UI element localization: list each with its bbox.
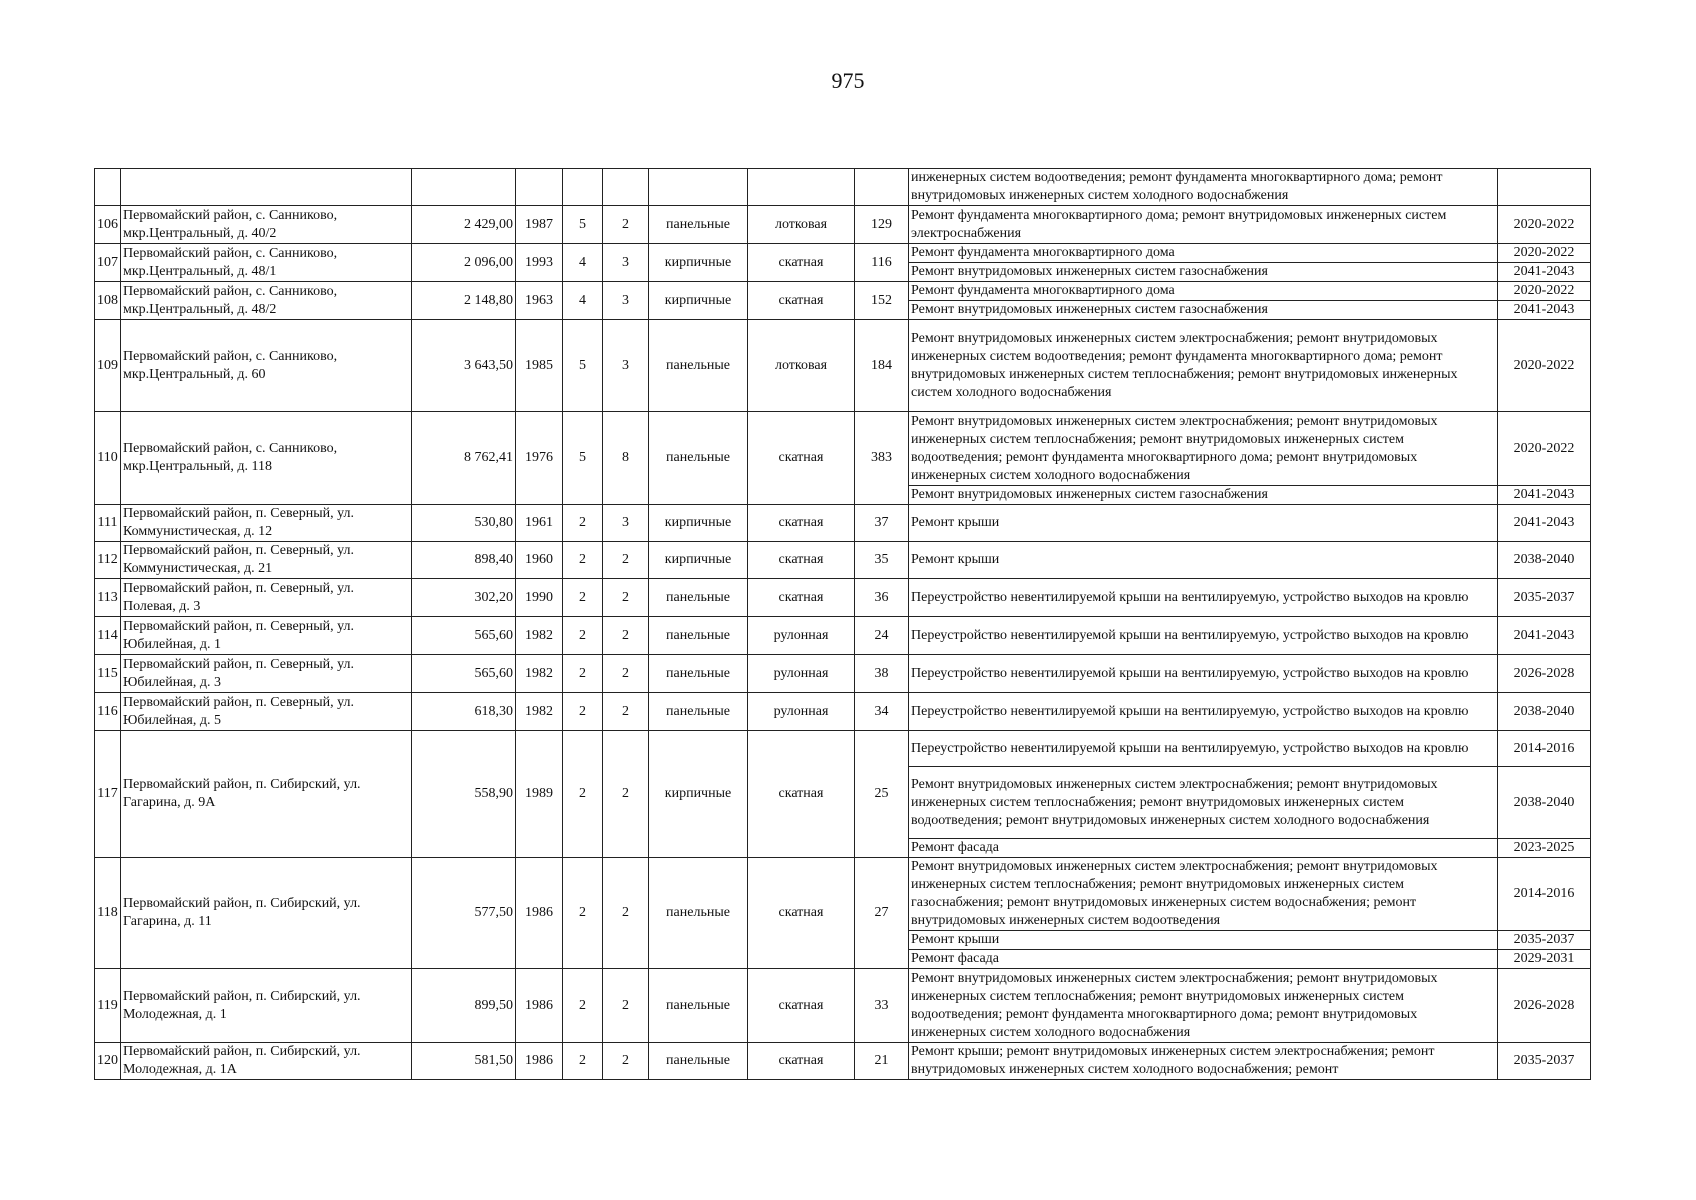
floors-cell: 5 <box>563 320 603 412</box>
work-cell: Переустройство невентилируемой крыши на вентилируемую, устройство выходов на кровлю <box>909 579 1498 617</box>
period-cell: 2026-2028 <box>1498 655 1591 693</box>
page-number: 975 <box>831 68 865 93</box>
row-number: 112 <box>95 542 121 579</box>
work-cell: Переустройство невентилируемой крыши на вентилируемую, устройство выходов на кровлю <box>909 731 1498 767</box>
residents-cell: 37 <box>855 505 909 542</box>
empty-cell <box>1498 169 1591 206</box>
empty-cell <box>649 169 748 206</box>
table-row <box>95 206 1591 244</box>
address-cell: Первомайский район, п. Северный, ул. Коммунистическая, д. 12 <box>121 505 412 542</box>
entrances-cell: 2 <box>603 693 649 731</box>
walls-cell: кирпичные <box>649 731 748 858</box>
period-cell: 2035-2037 <box>1498 931 1591 950</box>
table-row <box>95 542 1591 579</box>
table-row <box>95 617 1591 655</box>
walls-cell: панельные <box>649 655 748 693</box>
area-cell: 558,90 <box>412 731 516 858</box>
year-cell: 1993 <box>516 244 563 282</box>
period-cell: 2020-2022 <box>1498 412 1591 486</box>
empty-cell <box>95 169 121 206</box>
floors-cell: 2 <box>563 858 603 969</box>
area-cell: 898,40 <box>412 542 516 579</box>
area-cell: 2 096,00 <box>412 244 516 282</box>
residents-cell: 27 <box>855 858 909 969</box>
floors-cell: 5 <box>563 412 603 505</box>
entrances-cell: 2 <box>603 655 649 693</box>
row-number: 110 <box>95 412 121 505</box>
work-cell: Ремонт внутридомовых инженерных систем электроснабжения; ремонт внутридомовых инженерных систем водоотведения; ремонт фундамента многоквартирного дома; ремонт внутридомовых инженерных систем теплоснабжения; ремонт внутридомовых инженерных систем холодного водоснабжения <box>909 320 1498 412</box>
year-cell: 1990 <box>516 579 563 617</box>
walls-cell: панельные <box>649 412 748 505</box>
period-cell: 2014-2016 <box>1498 858 1591 931</box>
residents-cell: 129 <box>855 206 909 244</box>
year-cell: 1982 <box>516 617 563 655</box>
period-cell: 2026-2028 <box>1498 969 1591 1043</box>
area-cell: 565,60 <box>412 617 516 655</box>
year-cell: 1989 <box>516 731 563 858</box>
entrances-cell: 2 <box>603 542 649 579</box>
floors-cell: 4 <box>563 282 603 320</box>
year-cell: 1961 <box>516 505 563 542</box>
address-cell: Первомайский район, п. Сибирский, ул. Молодежная, д. 1 <box>121 969 412 1043</box>
work-cell: Ремонт фасада <box>909 950 1498 969</box>
row-number: 108 <box>95 282 121 320</box>
period-cell: 2038-2040 <box>1498 542 1591 579</box>
row-number: 111 <box>95 505 121 542</box>
residents-cell: 35 <box>855 542 909 579</box>
period-cell: 2020-2022 <box>1498 320 1591 412</box>
work-cell: Ремонт фундамента многоквартирного дома; ремонт внутридомовых инженерных систем электроснабжения <box>909 206 1498 244</box>
work-cell: Ремонт внутридомовых инженерных систем газоснабжения <box>909 486 1498 505</box>
roof-cell: скатная <box>748 412 855 505</box>
work-cell: Ремонт фундамента многоквартирного дома <box>909 282 1498 301</box>
entrances-cell: 2 <box>603 731 649 858</box>
period-cell: 2035-2037 <box>1498 579 1591 617</box>
entrances-cell: 3 <box>603 282 649 320</box>
walls-cell: панельные <box>649 320 748 412</box>
floors-cell: 2 <box>563 693 603 731</box>
area-cell: 577,50 <box>412 858 516 969</box>
row-number: 117 <box>95 731 121 858</box>
roof-cell: лотковая <box>748 206 855 244</box>
address-cell: Первомайский район, п. Сибирский, ул. Гагарина, д. 9А <box>121 731 412 858</box>
period-cell: 2041-2043 <box>1498 617 1591 655</box>
entrances-cell: 2 <box>603 858 649 969</box>
area-cell: 899,50 <box>412 969 516 1043</box>
address-cell: Первомайский район, с. Санниково, мкр.Центральный, д. 118 <box>121 412 412 505</box>
floors-cell: 2 <box>563 731 603 858</box>
walls-cell: панельные <box>649 693 748 731</box>
table-row <box>95 1043 1591 1080</box>
roof-cell: скатная <box>748 505 855 542</box>
floors-cell: 2 <box>563 579 603 617</box>
roof-cell: скатная <box>748 969 855 1043</box>
residents-cell: 184 <box>855 320 909 412</box>
work-cell: Ремонт фундамента многоквартирного дома <box>909 244 1498 263</box>
table-row <box>95 282 1591 301</box>
row-number: 109 <box>95 320 121 412</box>
residents-cell: 152 <box>855 282 909 320</box>
period-cell: 2038-2040 <box>1498 767 1591 839</box>
entrances-cell: 2 <box>603 206 649 244</box>
walls-cell: панельные <box>649 206 748 244</box>
area-cell: 302,20 <box>412 579 516 617</box>
table-row <box>95 244 1591 263</box>
address-cell: Первомайский район, с. Санниково, мкр.Центральный, д. 60 <box>121 320 412 412</box>
roof-cell: скатная <box>748 858 855 969</box>
roof-cell: лотковая <box>748 320 855 412</box>
year-cell: 1963 <box>516 282 563 320</box>
row-number: 118 <box>95 858 121 969</box>
empty-cell <box>412 169 516 206</box>
area-cell: 8 762,41 <box>412 412 516 505</box>
work-cell: Ремонт фасада <box>909 839 1498 858</box>
row-number: 116 <box>95 693 121 731</box>
period-cell: 2020-2022 <box>1498 206 1591 244</box>
empty-cell <box>121 169 412 206</box>
floors-cell: 2 <box>563 1043 603 1080</box>
work-cell: Ремонт внутридомовых инженерных систем электроснабжения; ремонт внутридомовых инженерных систем теплоснабжения; ремонт внутридомовых инженерных систем газоснабжения; ремонт внутридомовых инженерных систем водоснабжения; ремонт внутридомовых инженерных систем водоотведения <box>909 858 1498 931</box>
year-cell: 1982 <box>516 693 563 731</box>
table-row <box>95 655 1591 693</box>
address-cell: Первомайский район, п. Северный, ул. Юбилейная, д. 5 <box>121 693 412 731</box>
walls-cell: кирпичные <box>649 244 748 282</box>
entrances-cell: 2 <box>603 1043 649 1080</box>
empty-cell <box>855 169 909 206</box>
roof-cell: скатная <box>748 542 855 579</box>
roof-cell: скатная <box>748 244 855 282</box>
year-cell: 1986 <box>516 1043 563 1080</box>
work-cell: инженерных систем водоотведения; ремонт фундамента многоквартирного дома; ремонт внутридомовых инженерных систем холодного водоснабжения <box>909 169 1498 206</box>
row-number: 114 <box>95 617 121 655</box>
floors-cell: 2 <box>563 617 603 655</box>
entrances-cell: 8 <box>603 412 649 505</box>
row-number: 115 <box>95 655 121 693</box>
period-cell: 2041-2043 <box>1498 505 1591 542</box>
work-cell: Переустройство невентилируемой крыши на вентилируемую, устройство выходов на кровлю <box>909 693 1498 731</box>
work-cell: Ремонт внутридомовых инженерных систем электроснабжения; ремонт внутридомовых инженерных систем теплоснабжения; ремонт внутридомовых инженерных систем водоотведения; ремонт фундамента многоквартирного дома; ремонт внутридомовых инженерных систем холодного водоснабжения <box>909 412 1498 486</box>
year-cell: 1982 <box>516 655 563 693</box>
floors-cell: 4 <box>563 244 603 282</box>
row-number: 119 <box>95 969 121 1043</box>
work-cell: Ремонт внутридомовых инженерных систем электроснабжения; ремонт внутридомовых инженерных систем теплоснабжения; ремонт внутридомовых инженерных систем водоотведения; ремонт фундамента многоквартирного дома; ремонт внутридомовых инженерных систем холодного водоснабжения <box>909 969 1498 1043</box>
address-cell: Первомайский район, п. Северный, ул. Коммунистическая, д. 21 <box>121 542 412 579</box>
roof-cell: скатная <box>748 579 855 617</box>
floors-cell: 5 <box>563 206 603 244</box>
work-cell: Ремонт внутридомовых инженерных систем газоснабжения <box>909 263 1498 282</box>
period-cell: 2029-2031 <box>1498 950 1591 969</box>
walls-cell: панельные <box>649 858 748 969</box>
period-cell: 2023-2025 <box>1498 839 1591 858</box>
floors-cell: 2 <box>563 655 603 693</box>
row-number: 106 <box>95 206 121 244</box>
work-cell: Ремонт крыши <box>909 505 1498 542</box>
floors-cell: 2 <box>563 505 603 542</box>
year-cell: 1987 <box>516 206 563 244</box>
area-cell: 3 643,50 <box>412 320 516 412</box>
address-cell: Первомайский район, п. Сибирский, ул. Молодежная, д. 1А <box>121 1043 412 1080</box>
address-cell: Первомайский район, с. Санниково, мкр.Центральный, д. 40/2 <box>121 206 412 244</box>
entrances-cell: 2 <box>603 579 649 617</box>
entrances-cell: 3 <box>603 505 649 542</box>
work-cell: Ремонт внутридомовых инженерных систем электроснабжения; ремонт внутридомовых инженерных систем теплоснабжения; ремонт внутридомовых инженерных систем водоотведения; ремонт внутридомовых инженерных систем холодного водоснабжения <box>909 767 1498 839</box>
year-cell: 1986 <box>516 969 563 1043</box>
roof-cell: скатная <box>748 282 855 320</box>
period-cell: 2041-2043 <box>1498 301 1591 320</box>
address-cell: Первомайский район, п. Сибирский, ул. Гагарина, д. 11 <box>121 858 412 969</box>
residents-cell: 116 <box>855 244 909 282</box>
registry-table <box>94 168 1591 1080</box>
floors-cell: 2 <box>563 969 603 1043</box>
work-cell: Ремонт внутридомовых инженерных систем газоснабжения <box>909 301 1498 320</box>
area-cell: 530,80 <box>412 505 516 542</box>
period-cell: 2035-2037 <box>1498 1043 1591 1080</box>
table-row-carryover <box>95 169 1591 206</box>
residents-cell: 34 <box>855 693 909 731</box>
entrances-cell: 2 <box>603 969 649 1043</box>
residents-cell: 383 <box>855 412 909 505</box>
table-row <box>95 731 1591 767</box>
table-row <box>95 505 1591 542</box>
table-row <box>95 579 1591 617</box>
year-cell: 1960 <box>516 542 563 579</box>
address-cell: Первомайский район, п. Северный, ул. Юбилейная, д. 1 <box>121 617 412 655</box>
empty-cell <box>748 169 855 206</box>
area-cell: 2 429,00 <box>412 206 516 244</box>
period-cell: 2038-2040 <box>1498 693 1591 731</box>
year-cell: 1976 <box>516 412 563 505</box>
address-cell: Первомайский район, с. Санниково, мкр.Центральный, д. 48/2 <box>121 282 412 320</box>
row-number: 120 <box>95 1043 121 1080</box>
address-cell: Первомайский район, с. Санниково, мкр.Центральный, д. 48/1 <box>121 244 412 282</box>
year-cell: 1985 <box>516 320 563 412</box>
entrances-cell: 2 <box>603 617 649 655</box>
walls-cell: панельные <box>649 1043 748 1080</box>
walls-cell: кирпичные <box>649 542 748 579</box>
row-number: 113 <box>95 579 121 617</box>
table-row <box>95 320 1591 412</box>
work-cell: Переустройство невентилируемой крыши на вентилируемую, устройство выходов на кровлю <box>909 617 1498 655</box>
area-cell: 618,30 <box>412 693 516 731</box>
row-number: 107 <box>95 244 121 282</box>
roof-cell: скатная <box>748 731 855 858</box>
period-cell: 2041-2043 <box>1498 486 1591 505</box>
walls-cell: панельные <box>649 579 748 617</box>
residents-cell: 25 <box>855 731 909 858</box>
area-cell: 2 148,80 <box>412 282 516 320</box>
work-cell: Ремонт крыши <box>909 542 1498 579</box>
period-cell: 2014-2016 <box>1498 731 1591 767</box>
period-cell: 2020-2022 <box>1498 282 1591 301</box>
work-cell: Ремонт крыши; ремонт внутридомовых инженерных систем электроснабжения; ремонт внутридомовых инженерных систем холодного водоснабжения; ремонт <box>909 1043 1498 1080</box>
period-cell: 2041-2043 <box>1498 263 1591 282</box>
empty-cell <box>603 169 649 206</box>
roof-cell: рулонная <box>748 693 855 731</box>
table-row <box>95 412 1591 486</box>
period-cell: 2020-2022 <box>1498 244 1591 263</box>
residents-cell: 21 <box>855 1043 909 1080</box>
walls-cell: кирпичные <box>649 505 748 542</box>
work-cell: Ремонт крыши <box>909 931 1498 950</box>
residents-cell: 36 <box>855 579 909 617</box>
empty-cell <box>563 169 603 206</box>
table-row <box>95 858 1591 931</box>
roof-cell: рулонная <box>748 655 855 693</box>
empty-cell <box>516 169 563 206</box>
entrances-cell: 3 <box>603 320 649 412</box>
residents-cell: 38 <box>855 655 909 693</box>
work-cell: Переустройство невентилируемой крыши на вентилируемую, устройство выходов на кровлю <box>909 655 1498 693</box>
residents-cell: 24 <box>855 617 909 655</box>
address-cell: Первомайский район, п. Северный, ул. Юбилейная, д. 3 <box>121 655 412 693</box>
year-cell: 1986 <box>516 858 563 969</box>
walls-cell: панельные <box>649 969 748 1043</box>
address-cell: Первомайский район, п. Северный, ул. Полевая, д. 3 <box>121 579 412 617</box>
residents-cell: 33 <box>855 969 909 1043</box>
roof-cell: скатная <box>748 1043 855 1080</box>
area-cell: 565,60 <box>412 655 516 693</box>
area-cell: 581,50 <box>412 1043 516 1080</box>
entrances-cell: 3 <box>603 244 649 282</box>
roof-cell: рулонная <box>748 617 855 655</box>
table-row <box>95 969 1591 1043</box>
floors-cell: 2 <box>563 542 603 579</box>
table-row <box>95 693 1591 731</box>
walls-cell: панельные <box>649 617 748 655</box>
walls-cell: кирпичные <box>649 282 748 320</box>
